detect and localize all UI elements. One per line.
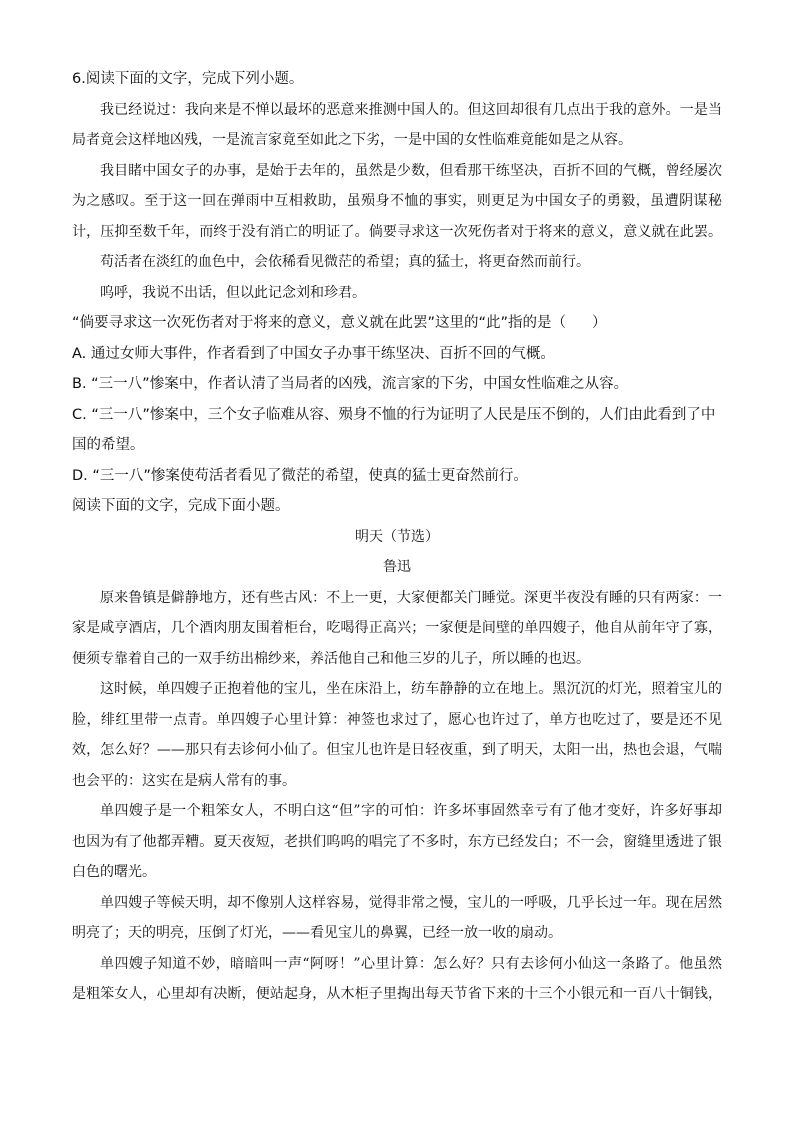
option-c[interactable]: C. “三一八”惨案中，三个女子临难从容、殒身不恤的行为证明了人民是压不倒的，人们由此看到了中 xyxy=(72,406,716,423)
article-line: 单四嫂子是一个粗笨女人，不明白这“但”字的可怕：许多坏事固然幸亏有了他才变好，许多好事却 xyxy=(100,803,722,819)
article-line: 原来鲁镇是僻静地方，还有些古风：不上一更，大家便都关门睡觉。深更半夜没有睡的只有两家：一 xyxy=(100,589,722,606)
option-a[interactable]: A. 通过女师大事件，作者看到了中国女子办事干练坚决、百折不回的气概。 xyxy=(72,345,555,362)
article-line: 也因为有了他都弄糟。夏天夜短，老拱们呜呜的唱完了不多时，东方已经发白；不一会，窗缝里透进了银 xyxy=(72,833,722,850)
passage-line: 苟活者在淡红的血色中，会依稀看见微茫的希望；真的猛士，将更奋然而前行。 xyxy=(100,254,590,270)
question-number: 6. xyxy=(72,71,86,87)
article-line: 单四嫂子等候天明，却不像别人这样容易，觉得非常之慢，宝儿的一呼吸，几乎长过一年。现在居然 xyxy=(100,894,722,911)
article-line: 也会平的：这实在是病人常有的事。 xyxy=(72,772,296,789)
article-line: 脸，绯红里带一点青。单四嫂子心里计算：神签也求过了，愿心也许过了，单方也吃过了，要是还不见 xyxy=(72,711,722,728)
stem-text: “倘要寻求这一次死伤者对于将来的意义，意义就在此罢”这里的“此”指的是（ xyxy=(72,315,567,331)
option-c-continued: 国的希望。 xyxy=(72,437,145,453)
article-author: 鲁迅 xyxy=(383,559,411,575)
exam-page xyxy=(72,64,722,1010)
option-d[interactable]: D. “三一八”惨案使苟活者看见了微茫的希望，使真的猛士更奋然前行。 xyxy=(72,467,528,484)
passage-line: 局者竟会这样地凶残，一是流言家竟至如此之下劣，一是中国的女性临难竟能如是之从容。 xyxy=(72,132,632,148)
question-stem xyxy=(72,308,722,339)
article-line: 是粗笨女人，心里却有决断，便站起身，从木柜子里掏出每天节省下来的十三个小银元和一百八十铜钱， xyxy=(72,986,722,1002)
article-line: 效，怎么好？——那只有去诊何小仙了。但宝儿也许是日轻夜重，到了明天，太阳一出，热也会退，气喘 xyxy=(72,742,722,758)
article-line: 单四嫂子知道不妙，暗暗叫一声“阿呀！”心里计算：怎么好？只有去诊何小仙这一条路了。他虽然 xyxy=(100,955,722,972)
passage-line: 我目睹中国女子的办事，是始于去年的，虽然是少数，但看那干练坚决，百折不回的气概，曾经屡次 xyxy=(100,162,722,179)
article-line: 便须专靠着自己的一双手纺出棉纱来，养活他自己和他三岁的儿子，所以睡的也迟。 xyxy=(72,650,590,667)
passage-line: 为之感叹。至于这一回在弹雨中互相救助，虽殒身不恤的事实，则更足为中国女子的勇毅，虽遭阴谋秘 xyxy=(72,193,722,209)
question-instruction: 阅读下面的文字，完成下列小题。 xyxy=(85,71,304,87)
passage-line: 计，压抑至数千年，而终于没有消亡的明证了。倘要寻求这一次死伤者对于将来的意义，意义就在此罢。 xyxy=(72,223,722,240)
option-b[interactable]: B. “三一八”惨案中，作者认清了当局者的凶残，流言家的下劣，中国女性临难之从容。 xyxy=(72,376,629,392)
article-line: 家是咸亨酒店，几个酒肉朋友围着柜台，吃喝得正高兴；一家便是间壁的单四嫂子，他自从前年守了寡， xyxy=(72,620,722,636)
article-line: 明亮了；天的明亮，压倒了灯光，——看见宝儿的鼻翼，已经一放一收的扇动。 xyxy=(72,925,562,941)
passage-line: 我已经说过：我向来是不惮以最坏的恶意来推测中国人的。但这回却很有几点出于我的意外。一是当 xyxy=(100,101,722,118)
stem-end: ） xyxy=(592,315,607,331)
article-line: 这时候，单四嫂子正抱着他的宝儿，坐在床沿上，纺车静静的立在地上。黑沉沉的灯光，照着宝儿的 xyxy=(100,681,722,697)
reading-instruction: 阅读下面的文字，完成下面小题。 xyxy=(72,498,290,514)
article-title: 明天（节选） xyxy=(355,528,439,545)
question-header xyxy=(72,64,722,95)
article-line: 白色的曙光。 xyxy=(72,864,156,880)
passage-line: 呜呼，我说不出话，但以此记念刘和珍君。 xyxy=(100,284,366,301)
